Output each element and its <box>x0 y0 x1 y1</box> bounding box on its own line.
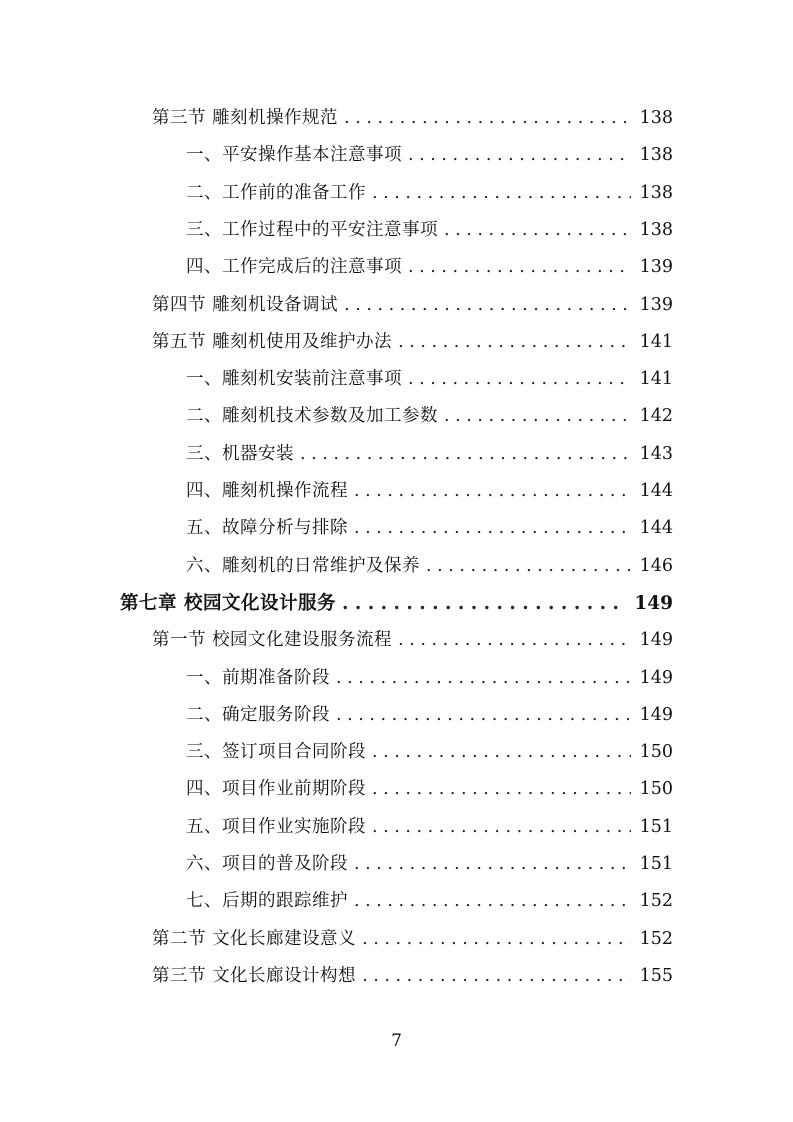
toc-entry-label: 四、雕刻机操作流程 <box>186 481 348 501</box>
toc-entry-page: 155 <box>639 965 673 986</box>
toc-entry-label: 第一节 校园文化建设服务流程 <box>152 630 393 651</box>
toc-entry-item[interactable] <box>186 510 673 547</box>
toc-leader-dots <box>372 771 631 808</box>
toc-entry-item[interactable] <box>186 249 673 286</box>
toc-entry-label: 四、项目作业前期阶段 <box>186 779 366 800</box>
toc-leader-dots <box>344 100 631 137</box>
toc-leader-dots <box>408 361 631 398</box>
toc-entry-page: 152 <box>639 891 673 912</box>
toc-leader-dots <box>300 436 631 473</box>
toc-entry-item[interactable] <box>186 212 673 249</box>
toc-entry-page: 150 <box>639 742 673 763</box>
toc-entry-label: 一、平安操作基本注意事项 <box>186 145 402 166</box>
toc-entry-item[interactable] <box>186 734 673 771</box>
toc-entry-label: 六、项目的普及阶段 <box>186 854 348 874</box>
toc-entry-item[interactable] <box>186 771 673 808</box>
toc-leader-dots <box>354 846 631 883</box>
toc-entry-page: 149 <box>639 630 673 651</box>
toc-leader-dots <box>444 212 631 249</box>
toc-leader-dots <box>398 622 631 659</box>
toc-entry-label: 五、项目作业实施阶段 <box>186 816 366 837</box>
toc-entry-label: 第三节 雕刻机操作规范 <box>152 108 339 128</box>
toc-entry-section[interactable] <box>152 100 673 137</box>
toc-entry-item[interactable] <box>186 398 673 435</box>
toc-leader-dots <box>444 398 631 435</box>
toc-entry-section[interactable] <box>152 287 673 324</box>
toc-entry-page: 149 <box>639 704 673 725</box>
toc-entry-section[interactable] <box>152 324 673 361</box>
toc-entry-page: 149 <box>639 667 673 688</box>
toc-leader-dots <box>426 548 631 585</box>
toc-entry-item[interactable] <box>186 548 673 585</box>
toc-entry-page: 138 <box>639 108 673 128</box>
toc-leader-dots <box>408 137 631 174</box>
toc-leader-dots <box>408 249 631 286</box>
page-number: 7 <box>391 1031 402 1051</box>
toc-entry-label: 三、工作过程中的平安注意事项 <box>186 219 438 240</box>
toc-entry-chapter[interactable] <box>120 585 673 622</box>
toc-leader-dots <box>354 510 631 547</box>
toc-entry-item[interactable] <box>186 473 673 510</box>
toc-entry-page: 143 <box>639 443 673 464</box>
toc-entry-page: 138 <box>639 182 673 203</box>
toc-leader-dots <box>372 175 631 212</box>
toc-entry-item[interactable] <box>186 361 673 398</box>
toc-leader-dots <box>362 921 631 958</box>
toc-entry-label: 一、雕刻机安装前注意事项 <box>186 369 402 390</box>
toc-leader-dots <box>372 809 631 846</box>
toc-entry-label: 三、机器安装 <box>186 443 294 464</box>
toc-leader-dots <box>336 697 631 734</box>
toc-entry-page: 139 <box>639 257 673 278</box>
toc-entry-page: 141 <box>639 369 673 390</box>
toc-entry-label: 三、签订项目合同阶段 <box>186 742 366 763</box>
toc-leader-dots <box>342 585 626 622</box>
toc-entry-page: 144 <box>639 518 673 539</box>
toc-entry-item[interactable] <box>186 697 673 734</box>
toc-entry-page: 141 <box>639 331 673 352</box>
toc-leader-dots <box>372 734 631 771</box>
toc-entry-page: 142 <box>639 406 673 427</box>
toc-entry-label: 第二节 文化长廊建设意义 <box>152 928 357 949</box>
toc-entry-page: 144 <box>639 481 673 501</box>
toc-entry-item[interactable] <box>186 660 673 697</box>
toc-entry-label: 七、后期的跟踪维护 <box>186 891 348 912</box>
toc-entry-section[interactable] <box>152 958 673 995</box>
toc-entry-page: 151 <box>639 816 673 837</box>
toc-leader-dots <box>344 287 631 324</box>
toc-entry-label: 第七章 校园文化设计服务 <box>120 592 336 614</box>
toc-entry-item[interactable] <box>186 137 673 174</box>
toc-entry-item[interactable] <box>186 846 673 883</box>
toc-entry-label: 第五节 雕刻机使用及维护办法 <box>152 331 393 352</box>
toc-entry-label: 二、雕刻机技术参数及加工参数 <box>186 406 438 427</box>
toc-entry-label: 一、前期准备阶段 <box>186 667 330 688</box>
toc-entry-page: 150 <box>639 779 673 800</box>
toc-entry-item[interactable] <box>186 883 673 920</box>
toc-entry-label: 第四节 雕刻机设备调试 <box>152 294 339 315</box>
toc-entry-label: 六、雕刻机的日常维护及保养 <box>186 555 420 576</box>
toc-entry-item[interactable] <box>186 175 673 212</box>
toc-entry-page: 146 <box>639 555 673 576</box>
toc-entry-section[interactable] <box>152 622 673 659</box>
toc-leader-dots <box>362 958 631 995</box>
toc-entry-page: 139 <box>639 294 673 315</box>
toc-entry-page: 151 <box>639 854 673 874</box>
toc-leader-dots <box>354 473 631 510</box>
toc-leader-dots <box>336 660 631 697</box>
toc-entry-item[interactable] <box>186 809 673 846</box>
toc-entry-label: 五、故障分析与排除 <box>186 518 348 539</box>
toc-entry-label: 四、工作完成后的注意事项 <box>186 257 402 278</box>
toc-entry-label: 二、确定服务阶段 <box>186 704 330 725</box>
toc-entry-page: 138 <box>639 145 673 166</box>
toc-entry-item[interactable] <box>186 436 673 473</box>
toc-entry-page: 152 <box>639 928 673 949</box>
toc-entry-page: 138 <box>639 219 673 240</box>
toc-leader-dots <box>398 324 631 361</box>
toc-entry-label: 第三节 文化长廊设计构想 <box>152 965 357 986</box>
toc-leader-dots <box>354 883 631 920</box>
toc-entry-label: 二、工作前的准备工作 <box>186 182 366 203</box>
toc-entry-page: 149 <box>634 592 673 614</box>
toc-entry-section[interactable] <box>152 921 673 958</box>
